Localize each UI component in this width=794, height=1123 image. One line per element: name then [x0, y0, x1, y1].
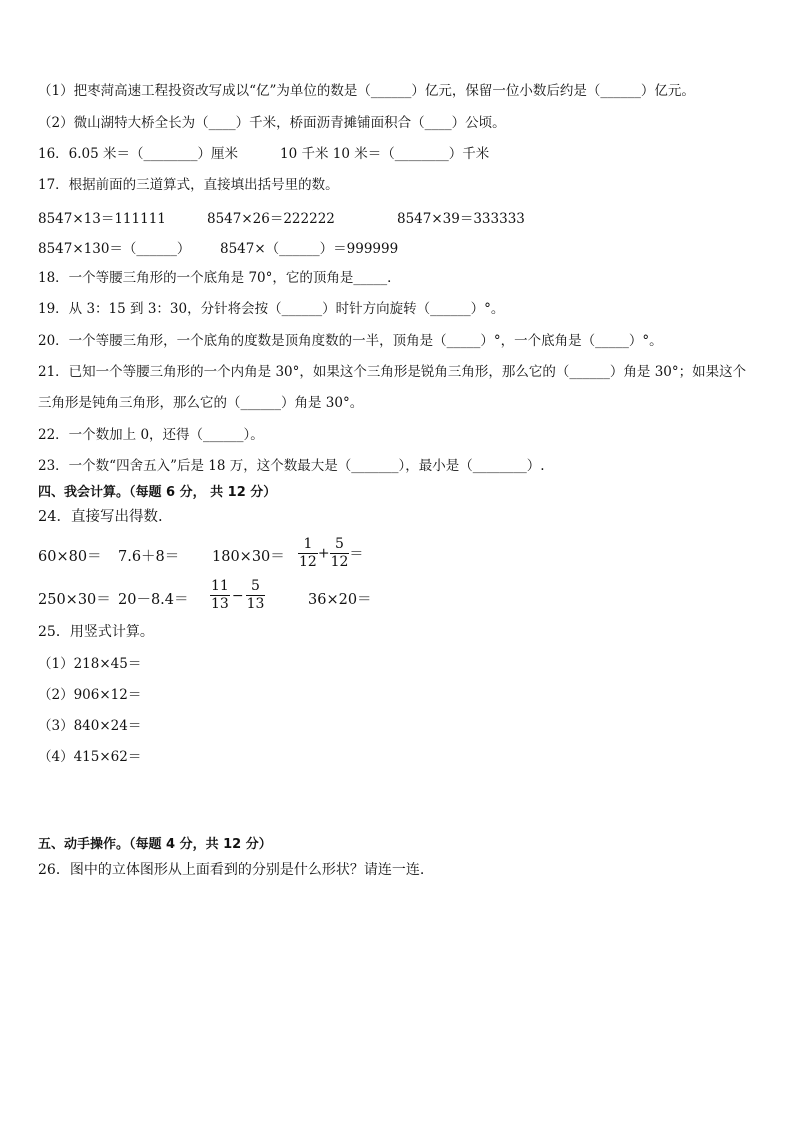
- calc-7-6-plus-8: 7.6＋8＝: [118, 549, 180, 565]
- equals-sign: ＝: [349, 546, 364, 563]
- question-16: [38, 145, 489, 163]
- fraction-11-13: $\frac{11}{13}$: [211, 578, 229, 612]
- question-21-line-1: 21．已知一个等腰三角形的一个内角是 30°，如果这个三角形是锐角三角形，那么它的（______）角是 30°；如果这个: [38, 364, 747, 380]
- fraction-5-12: $\frac{5}{12}$: [330, 536, 349, 570]
- question-18: 18．一个等腰三角形的一个底角是 70°，它的顶角是_____．: [38, 270, 401, 286]
- calc-fraction-difference: [210, 578, 265, 613]
- calc-20-minus-8-4: 20－8.4＝: [118, 592, 189, 608]
- minus-sign: −: [231, 587, 244, 604]
- question-26: 26．图中的立体图形从上面看到的分别是什么形状？请连一连.: [38, 862, 425, 878]
- question-19: 19．从 3：15 到 3：30，分针将会按（______）时针方向旋转（______）°。: [38, 301, 505, 317]
- question-15-part-2: （2）微山湖特大桥全长为（____）千米，桥面沥青摊铺面积合（____）公顷。: [38, 115, 506, 131]
- section-5-heading: 五、动手操作。（每题 4 分，共 12 分）: [38, 837, 272, 852]
- question-17-equation-5: 8547×（______）＝999999: [220, 241, 399, 257]
- question-17-equation-3: 8547×39＝333333: [397, 211, 525, 227]
- vertical-calc-4: （4）415×62＝: [38, 749, 142, 765]
- question-17-equation-2: 8547×26＝222222: [207, 211, 335, 227]
- vertical-calc-2: （2）906×12＝: [38, 687, 142, 703]
- vertical-calc-1: （1）218×45＝: [38, 656, 142, 672]
- question-16-b: 10 千米 10 米＝（________）千米: [280, 146, 490, 162]
- calc-180x30: 180×30＝: [212, 549, 285, 565]
- question-17-equation-4: 8547×130＝（______）: [38, 241, 191, 257]
- calc-fraction-sum: [298, 536, 363, 571]
- question-21-line-2: 三角形是钝角三角形，那么它的（______）角是 30°。: [38, 395, 364, 411]
- fraction-5-13: $\frac{5}{13}$: [246, 578, 265, 612]
- question-16-a: 16．6.05 米＝（________）厘米: [38, 146, 239, 162]
- question-25-title: 25．用竖式计算。: [38, 624, 154, 640]
- vertical-calc-3: （3）840×24＝: [38, 718, 142, 734]
- question-22: 22．一个数加上 0，还得（______）。: [38, 427, 264, 443]
- calc-60x80: 60×80＝: [38, 549, 102, 565]
- section-4-heading: 四、我会计算。（每题 6 分， 共 12 分）: [38, 485, 277, 500]
- question-17-title: 17．根据前面的三道算式，直接填出括号里的数。: [38, 177, 339, 193]
- fraction-1-12: $\frac{1}{12}$: [299, 536, 317, 570]
- question-17-equation-1: 8547×13＝111111: [38, 211, 166, 227]
- question-15-part-1: （1）把枣菏高速工程投资改写成以“亿”为单位的数是（______）亿元，保留一位小数后约是（______）亿元。: [38, 83, 695, 99]
- question-23: 23．一个数“四舍五入”后是 18 万，这个数最大是（_______），最小是（________）.: [38, 458, 545, 474]
- plus-sign: +: [317, 545, 330, 562]
- question-20: 20．一个等腰三角形，一个底角的度数是顶角度数的一半，顶角是（_____）°，一个底角是（_____）°。: [38, 333, 663, 349]
- calc-36x20: 36×20＝: [308, 592, 372, 608]
- question-24-title: 24．直接写出得数.: [38, 509, 163, 525]
- calc-250x30: 250×30＝: [38, 592, 111, 608]
